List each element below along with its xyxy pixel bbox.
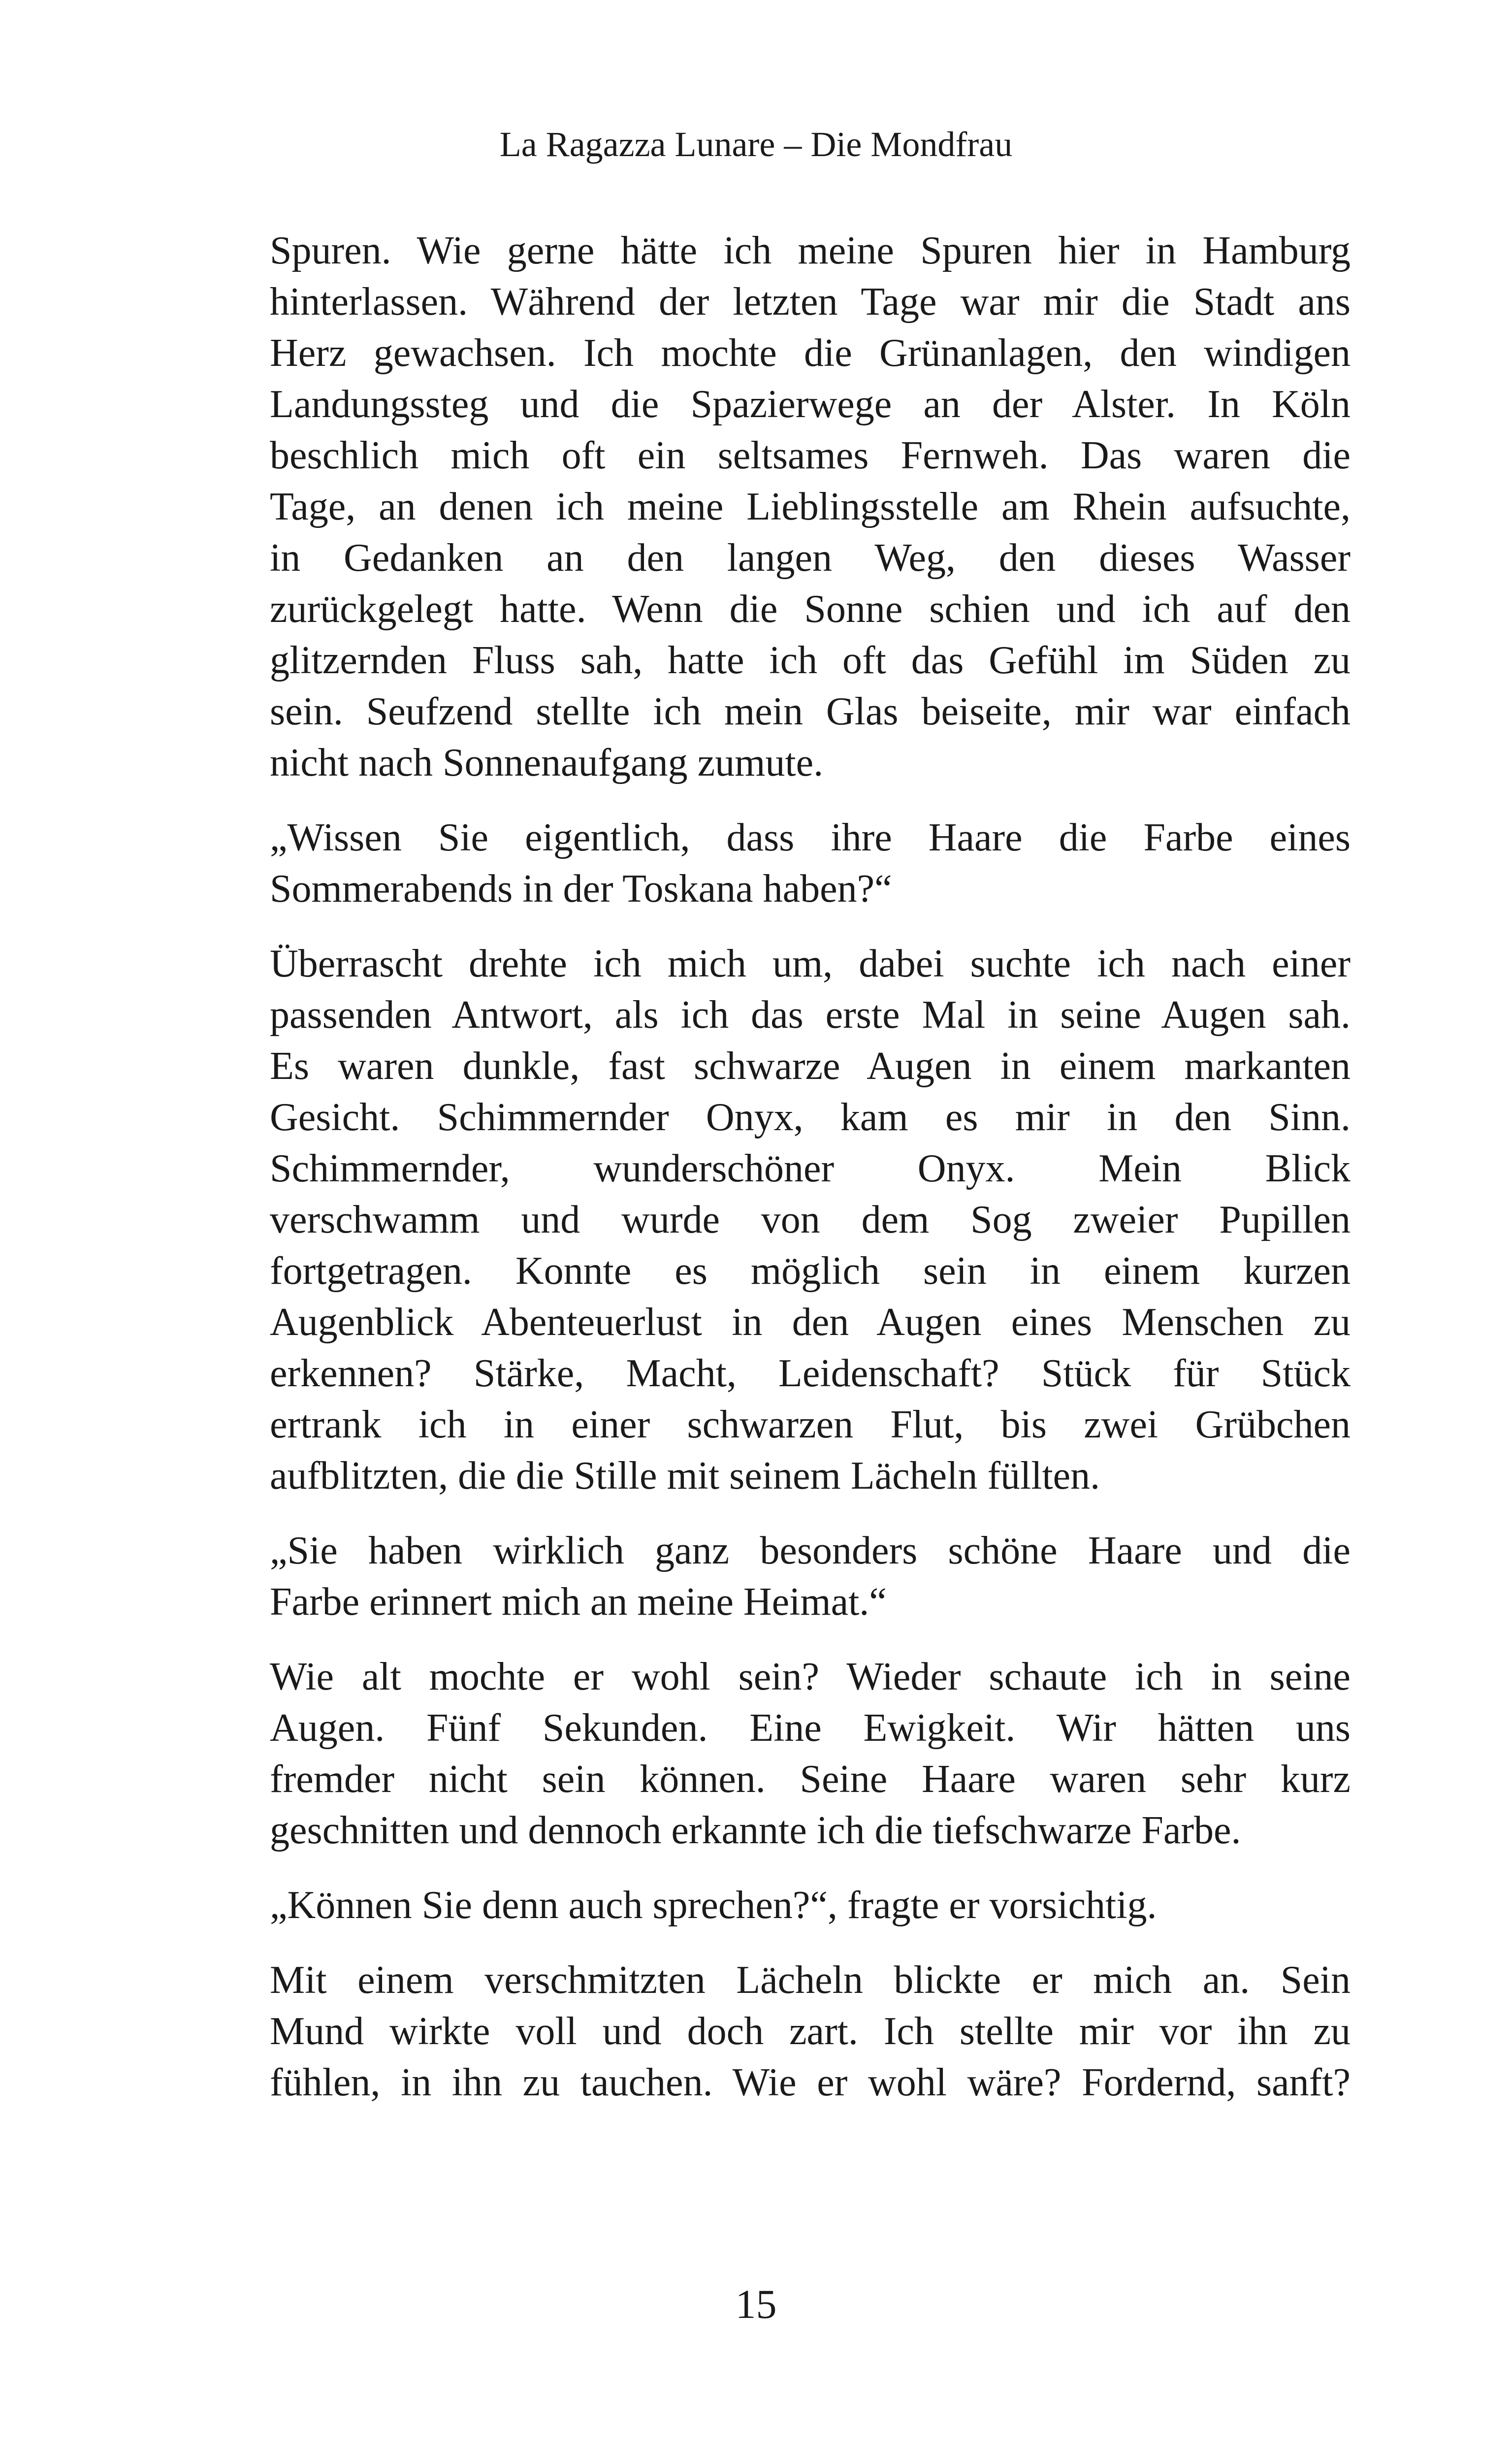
text-line: beschlich mich oft ein seltsames Fernweh. Das waren die xyxy=(270,434,1351,477)
text-line: sein. Seufzend stellte ich mein Glas beiseite, mir war einfach xyxy=(270,690,1351,733)
text-line: Herz gewachsen. Ich mochte die Grünanlagen, den windigen xyxy=(270,331,1351,375)
text-line: zurückgelegt hatte. Wenn die Sonne schien und ich auf den xyxy=(270,587,1351,631)
text-line: in Gedanken an den langen Weg, den dieses Wasser xyxy=(270,536,1351,580)
text-line: Schimmernder, wunderschöner Onyx. Mein Blick xyxy=(270,1147,1351,1190)
text-line: Wie alt mochte er wohl sein? Wieder schaute ich in seine xyxy=(270,1655,1351,1698)
text-line: Gesicht. Schimmernder Onyx, kam es mir in den Sinn. xyxy=(270,1096,1351,1139)
paragraph xyxy=(270,938,1351,1501)
text-line: „Wissen Sie eigentlich, dass ihre Haare die Farbe eines xyxy=(270,816,1351,859)
text-line: Mit einem verschmitzten Lächeln blickte er mich an. Sein xyxy=(270,1958,1351,2002)
text-line: fortgetragen. Konnte es möglich sein in einem kurzen xyxy=(270,1249,1351,1293)
text-line: Landungssteg und die Spazierwege an der Alster. In Köln xyxy=(270,383,1351,426)
paragraph xyxy=(270,812,1351,914)
text-line: Augenblick Abenteuerlust in den Augen eines Menschen zu xyxy=(270,1301,1351,1344)
text-line: Tage, an denen ich meine Lieblingsstelle am Rhein aufsuchte, xyxy=(270,485,1351,528)
paragraph xyxy=(270,1954,1351,2108)
text-line: nicht nach Sonnenaufgang zumute. xyxy=(270,741,824,784)
text-line: passenden Antwort, als ich das erste Mal in seine Augen sah. xyxy=(270,993,1351,1037)
text-line: Überrascht drehte ich mich um, dabei suchte ich nach einer xyxy=(270,942,1351,985)
text-body xyxy=(270,225,1351,2132)
text-line: erkennen? Stärke, Macht, Leidenschaft? Stück für Stück xyxy=(270,1352,1351,1395)
text-line: Farbe erinnert mich an meine Heimat.“ xyxy=(270,1580,887,1624)
text-line: verschwamm und wurde von dem Sog zweier Pupillen xyxy=(270,1198,1351,1241)
paragraph xyxy=(270,1880,1351,1931)
text-line: Augen. Fünf Sekunden. Eine Ewigkeit. Wir hätten uns xyxy=(270,1706,1351,1750)
text-line: geschnitten und dennoch erkannte ich die tiefschwarze Farbe. xyxy=(270,1809,1241,1852)
page-number: 15 xyxy=(735,2281,777,2327)
text-line: glitzernden Fluss sah, hatte ich oft das Gefühl im Süden zu xyxy=(270,639,1351,682)
text-line: fühlen, in ihn zu tauchen. Wie er wohl wäre? Fordernd, sanft? xyxy=(270,2061,1351,2104)
paragraph xyxy=(270,1651,1351,1856)
text-line: „Können Sie denn auch sprechen?“, fragte er vorsichtig. xyxy=(270,1884,1157,1927)
text-line: Es waren dunkle, fast schwarze Augen in einem markanten xyxy=(270,1044,1351,1088)
text-line: Mund wirkte voll und doch zart. Ich stellte mir vor ihn zu xyxy=(270,2010,1351,2053)
running-header: La Ragazza Lunare – Die Mondfrau xyxy=(499,125,1013,164)
text-line: fremder nicht sein können. Seine Haare waren sehr kurz xyxy=(270,1758,1351,1801)
text-line: Sommerabends in der Toskana haben?“ xyxy=(270,867,892,911)
paragraph xyxy=(270,1525,1351,1628)
text-line: aufblitzten, die die Stille mit seinem Lächeln füllten. xyxy=(270,1454,1100,1498)
text-line: „Sie haben wirklich ganz besonders schöne Haare und die xyxy=(270,1529,1351,1572)
text-line: ertrank ich in einer schwarzen Flut, bis zwei Grübchen xyxy=(270,1403,1351,1446)
paragraph xyxy=(270,225,1351,788)
text-line: hinterlassen. Während der letzten Tage war mir die Stadt ans xyxy=(270,280,1351,324)
text-line: Spuren. Wie gerne hätte ich meine Spuren hier in Hamburg xyxy=(270,229,1351,272)
